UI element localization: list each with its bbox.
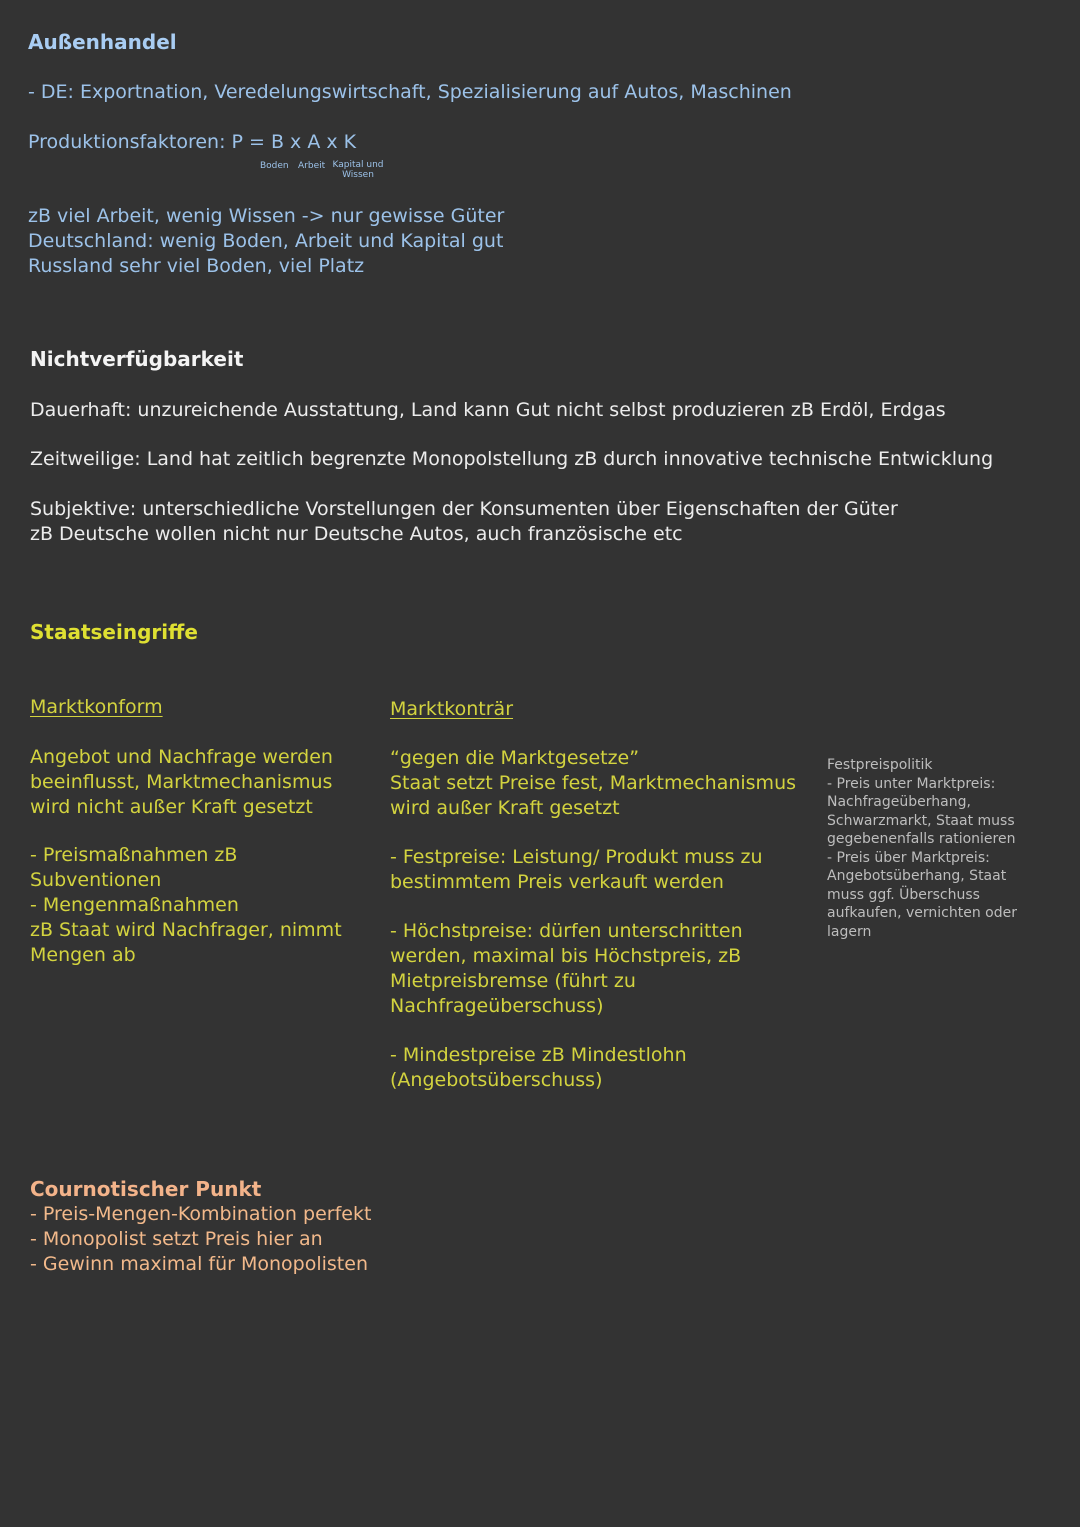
marktkonform-measure-line: Mengen ab [30, 944, 136, 966]
aussenhandel-title: Außenhandel [28, 30, 177, 54]
mindestpreise-line: (Angebotsüberschuss) [390, 1069, 603, 1091]
nichtverfuegbarkeit-zeitweilige: Zeitweilige: Land hat zeitlich begrenzte Monopolstellung zB durch innovative technische Entwicklung [30, 448, 994, 470]
cournot-title: Cournotischer Punkt [30, 1177, 262, 1201]
festpreispolitik-line: - Preis über Marktpreis: [827, 849, 990, 866]
marktkonform-heading: Marktkonform [30, 696, 163, 718]
marktkonform-intro-line: Angebot und Nachfrage werden [30, 746, 333, 768]
aussenhandel-example: zB viel Arbeit, wenig Wissen -> nur gewisse Güter [28, 205, 505, 227]
nichtverfuegbarkeit-subjektive [30, 497, 898, 547]
festpreise-line: bestimmtem Preis verkauft werden [390, 871, 724, 893]
festpreispolitik-line: lagern [827, 923, 872, 940]
marktkontraer-intro-line: “gegen die Marktgesetze” [390, 747, 640, 769]
hoechstpreise-line: Mietpreisbremse (führt zu [390, 970, 636, 992]
marktkonform-intro-line: wird nicht außer Kraft gesetzt [30, 796, 313, 818]
formula-label-boden: Boden [260, 161, 289, 171]
festpreispolitik-line: Schwarzmarkt, Staat muss [827, 812, 1015, 829]
festpreispolitik-line: gegebenenfalls rationieren [827, 831, 1016, 847]
nichtverfuegbarkeit-dauerhaft: Dauerhaft: unzureichende Ausstattung, Land kann Gut nicht selbst produzieren zB Erdöl, Erdgas [30, 399, 946, 421]
aussenhandel-example: Russland sehr viel Boden, viel Platz [28, 255, 365, 277]
marktkontraer-intro-line: wird außer Kraft gesetzt [390, 797, 620, 819]
festpreise-line: - Festpreise: Leistung/ Produkt muss zu [390, 846, 763, 868]
festpreispolitik-note [827, 756, 1017, 941]
formula-label-kapital-line1: Kapital und [332, 160, 384, 170]
formula-label-arbeit: Arbeit [298, 161, 326, 171]
marktkontraer-hoechstpreise [390, 919, 743, 1019]
festpreispolitik-line: - Preis unter Marktpreis: [827, 775, 996, 792]
marktkontraer-heading: Marktkonträr [390, 698, 514, 720]
cournot-points [30, 1202, 371, 1277]
subjektive-line: zB Deutsche wollen nicht nur Deutsche Autos, auch französische etc [30, 523, 683, 545]
produktionsfaktoren-formula: Produktionsfaktoren: P = B x A x K [28, 131, 357, 153]
festpreispolitik-line: muss ggf. Überschuss [827, 886, 980, 903]
aussenhandel-examples [28, 204, 504, 279]
hoechstpreise-line: - Höchstpreise: dürfen unterschritten [390, 920, 743, 942]
marktkonform-intro [30, 745, 333, 820]
marktkonform-measure-line: - Mengenmaßnahmen [30, 894, 239, 916]
cournot-point: - Gewinn maximal für Monopolisten [30, 1253, 368, 1275]
marktkonform-measure-line: zB Staat wird Nachfrager, nimmt [30, 919, 342, 941]
subjektive-line: Subjektive: unterschiedliche Vorstellungen der Konsumenten über Eigenschaften der Güter [30, 498, 898, 520]
marktkontraer-intro [390, 746, 796, 821]
festpreispolitik-line: Nachfrageüberhang, [827, 794, 971, 810]
festpreispolitik-line: Festpreispolitik [827, 757, 933, 773]
formula-label-kapital [332, 160, 384, 180]
aussenhandel-example: Deutschland: wenig Boden, Arbeit und Kapital gut [28, 230, 504, 252]
festpreispolitik-line: aufkaufen, vernichten oder [827, 905, 1017, 921]
hoechstpreise-line: werden, maximal bis Höchstpreis, zB [390, 945, 742, 967]
marktkonform-measure-line: Subventionen [30, 869, 162, 891]
marktkonform-measure-line: - Preismaßnahmen zB [30, 844, 238, 866]
staatseingriffe-title: Staatseingriffe [30, 620, 198, 644]
marktkontraer-mindestpreise [390, 1043, 687, 1093]
marktkontraer-festpreise [390, 845, 763, 895]
cournot-point: - Monopolist setzt Preis hier an [30, 1228, 323, 1250]
hoechstpreise-line: Nachfrageüberschuss) [390, 995, 604, 1017]
nichtverfuegbarkeit-title: Nichtverfügbarkeit [30, 347, 244, 371]
cournot-point: - Preis-Mengen-Kombination perfekt [30, 1203, 372, 1225]
marktkontraer-intro-line: Staat setzt Preise fest, Marktmechanismus [390, 772, 797, 794]
formula-label-kapital-line2: Wissen [342, 170, 374, 180]
mindestpreise-line: - Mindestpreise zB Mindestlohn [390, 1044, 687, 1066]
marktkonform-measures [30, 843, 342, 968]
marktkonform-intro-line: beeinflusst, Marktmechanismus [30, 771, 333, 793]
festpreispolitik-line: Angebotsüberhang, Staat [827, 868, 1007, 884]
aussenhandel-de-line: - DE: Exportnation, Veredelungswirtschaft, Spezialisierung auf Autos, Maschinen [28, 81, 792, 103]
